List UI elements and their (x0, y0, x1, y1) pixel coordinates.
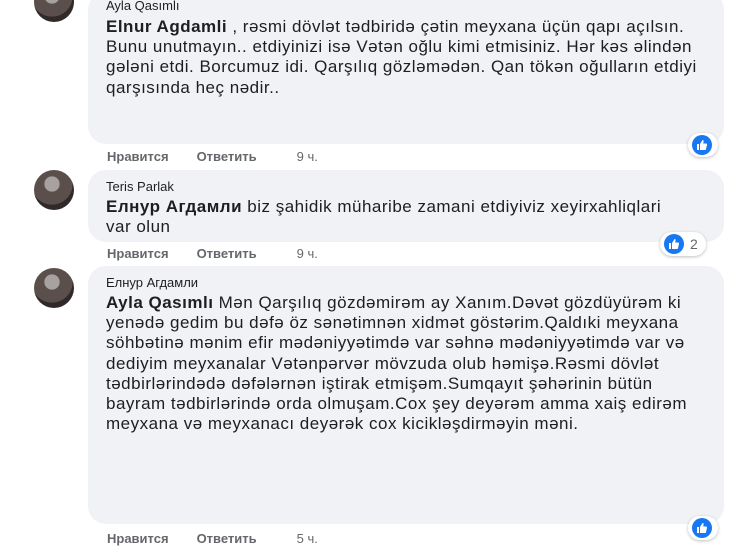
like-button[interactable]: Нравится (107, 531, 169, 546)
comment-text (106, 17, 706, 98)
comment-timestamp[interactable]: 9 ч. (296, 149, 318, 164)
mention-link[interactable]: Елнур Агдамли (106, 197, 243, 216)
comment-timestamp[interactable]: 5 ч. (296, 531, 318, 546)
comment-bubble (88, 0, 724, 144)
comment-actions (107, 246, 318, 261)
avatar[interactable] (34, 0, 74, 22)
comment-actions (107, 149, 318, 164)
like-button[interactable]: Нравится (107, 246, 169, 261)
mention-link[interactable]: Elnur Agdamli (106, 17, 228, 36)
comment-body: biz şahidik müharibe zamani etdiyiviz xeyirxahliqlari var olun (106, 197, 662, 237)
mention-link[interactable]: Ayla Qasımlı (106, 293, 214, 312)
comment-author[interactable]: Елнур Агдамли (106, 275, 199, 290)
like-icon (692, 518, 712, 538)
comment-body: , rəsmi dövlət tədbiridə çətin meyxana üçün qapı açılsın. Bunu unutmayın.. etdiyinizi isə Vətən oğlu kimi etmisiniz. Hər kəs əlindən gələni etdi. Borcumuz idi. Qarşılıq gözləmədən. Qan tökən oğulların etdiyi qarşısında heç nədir.. (106, 17, 697, 97)
comment-author[interactable]: Ayla Qasımlı (106, 0, 180, 13)
comment-text (106, 293, 696, 434)
comment-text (106, 197, 666, 237)
comment-timestamp[interactable]: 9 ч. (296, 246, 318, 261)
reply-button[interactable]: Ответить (196, 531, 257, 546)
comment-actions (107, 531, 318, 546)
avatar[interactable] (34, 170, 74, 210)
comment-bubble (88, 170, 724, 242)
reply-button[interactable]: Ответить (196, 149, 257, 164)
avatar[interactable] (34, 268, 74, 308)
reaction-badge[interactable] (660, 232, 706, 256)
like-icon (692, 135, 712, 155)
reaction-badge[interactable] (688, 516, 718, 540)
reply-button[interactable]: Ответить (196, 246, 257, 261)
reaction-count: 2 (690, 236, 698, 252)
reaction-badge[interactable] (688, 133, 718, 157)
comment-author[interactable]: Teris Parlak (106, 179, 174, 194)
comment-body: Mən Qarşılıq gözdəmirəm ay Xanım.Dəvət gözdüyürəm ki yenədə gedim bu dəfə öz sənətimnən xidmət göstərim.Qaldıki meyxana söhbətinə mənim efir mədəniyyətimdə var səhnə mədəniyyətimdə var və dediyim meyxanalar Vətənpərvər mövzuda olub həmişə.Rəsmi dövlət tədbirlərindədə dəfələrnən iştirak etmişəm.Sumqayıt şəhərinin bütün bayram tədbirlərində orda olmuşam.Cox şey deyərəm amma xaiş edirəm meyxana və meyxanacı deyərək cox kicikləşdirməyin məni. (106, 293, 687, 434)
like-button[interactable]: Нравится (107, 149, 169, 164)
comment-bubble (88, 266, 724, 524)
like-icon (664, 234, 684, 254)
